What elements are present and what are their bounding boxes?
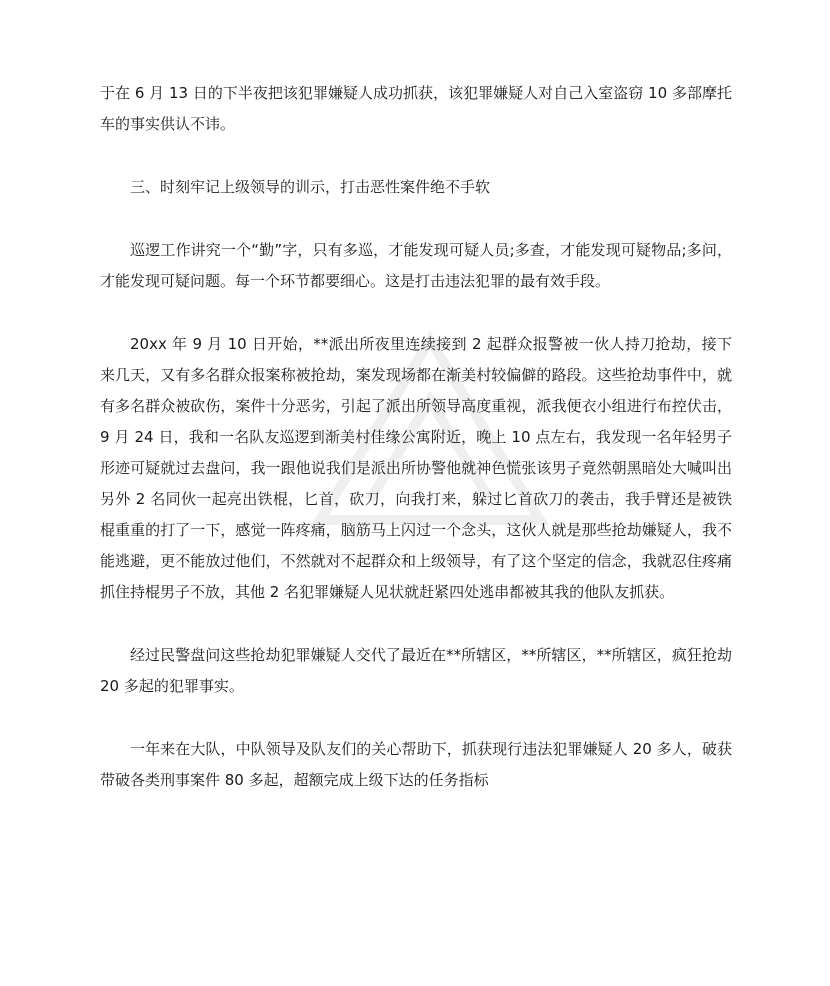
paragraph-gap bbox=[100, 297, 732, 329]
paragraph-patrol-work: 巡逻工作讲究一个“勤”字，只有多巡，才能发现可疑人员;多查，才能发现可疑物品;多问，才能发现可疑问题。每一个环节都要细心。这是打击违法犯罪的最有效手段。 bbox=[100, 241, 732, 290]
paragraph-annual-summary: 一年来在大队，中队领导及队友们的关心帮助下，抓获现行违法犯罪嫌疑人 20 多人，破获带破各类刑事案件 80 多起，超额完成上级下达的任务指标 bbox=[100, 740, 732, 789]
paragraph-interrogation: 经过民警盘问这些抢劫犯罪嫌疑人交代了最近在**所辖区，**所辖区，**所辖区，疯狂抢劫 20 多起的犯罪事实。 bbox=[100, 646, 732, 695]
paragraph-capture-continuation: 于在 6 月 13 日的下半夜把该犯罪嫌疑人成功抓获，该犯罪嫌疑人对自己入室盗窃 10 多部摩托车的事实供认不讳。 bbox=[100, 84, 732, 133]
paragraph-gap bbox=[100, 608, 732, 640]
paragraph-gap bbox=[100, 702, 732, 734]
paragraph-gap bbox=[100, 203, 732, 235]
document-page bbox=[100, 78, 732, 796]
section-heading-3: 三、时刻牢记上级领导的训示，打击恶性案件绝不手软 bbox=[130, 178, 491, 196]
paragraph-gap bbox=[100, 140, 732, 172]
paragraph-robbery-case: 20xx 年 9 月 10 日开始，**派出所夜里连续接到 2 起群众报警被一伙人持刀抢劫，接下来几天，又有多名群众报案称被抢劫，案发现场都在渐美村较偏僻的路段。这些抢劫事件中，就有多名群众被砍伤，案件十分恶劣，引起了派出所领导高度重视，派我便衣小组进行布控伏击，9 月 24 日，我和一名队友巡逻到渐美村佳缘公寓附近，晚上 10 点左右，我发现一名年轻男子形迹可疑就过去盘问，我一跟他说我们是派出所协警他就神色慌张该男子竟然朝黑暗处大喊叫出另外 2 名同伙一起亮出铁棍，匕首，砍刀，向我打来，躲过匕首砍刀的袭击，我手臂还是被铁棍重重的打了一下，感觉一阵疼痛，脑筋马上闪过一个念头，这伙人就是那些抢劫嫌疑人，我不能逃避，更不能放过他们，不然就对不起群众和上级领导，有了这个坚定的信念，我就忍住疼痛抓住持棍男子不放，其他 2 名犯罪嫌疑人见状就赶紧四处逃串都被其我的他队友抓获。 bbox=[100, 335, 732, 601]
